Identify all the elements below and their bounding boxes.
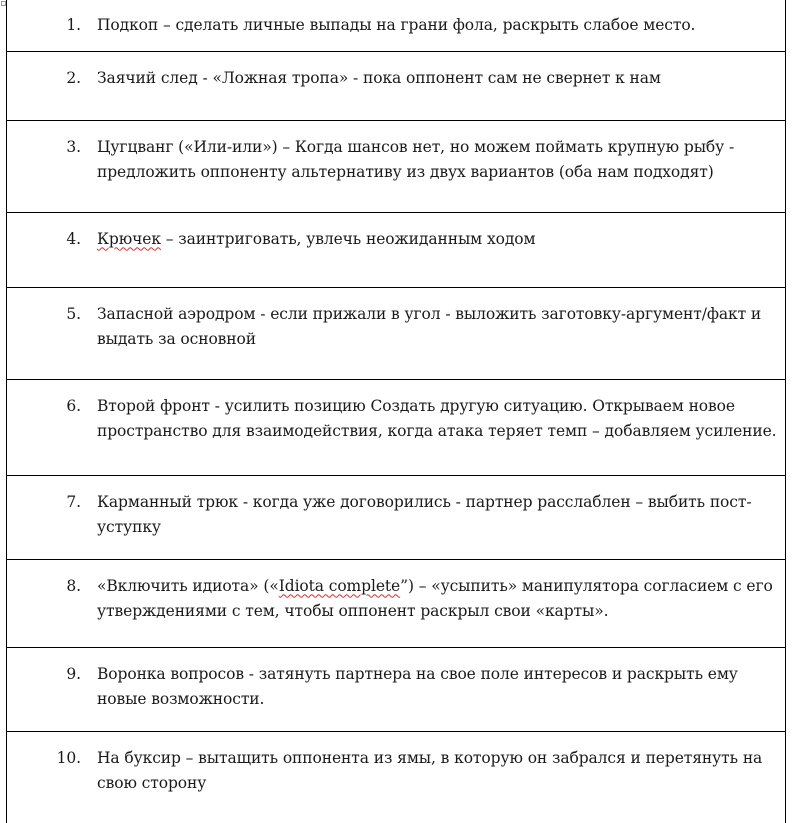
list-item-number: 6.: [66, 396, 81, 415]
text-run: – заинтриговать, увлечь неожиданным ходом: [160, 229, 536, 248]
spelling-error-text: Крючек: [97, 229, 161, 248]
text-run: Цугцванг («Или-или») – Когда шансов нет, но можем поймать крупную рыбу - предложить оппоненту альтернативу из двух вариантов (оба нам подходят): [97, 137, 735, 181]
list-item-number: 7.: [66, 492, 81, 511]
table-row: [7, 51, 786, 120]
list-item-text: [81, 227, 785, 252]
spelling-error-text: Idiota complete: [278, 576, 401, 595]
list-item-number: 10.: [56, 748, 81, 767]
list-item-text: [81, 135, 785, 185]
list-item-number: 5.: [66, 304, 81, 323]
table-cell[interactable]: [7, 212, 786, 287]
list-item-text: [81, 394, 785, 444]
list-item-number: 3.: [66, 137, 81, 156]
list-item-number: 9.: [66, 664, 81, 683]
table-row: [7, 287, 786, 379]
list-item-number: 2.: [66, 68, 81, 87]
table-row: [7, 120, 786, 212]
text-run: «Включить идиота» («: [97, 576, 279, 595]
table-cell[interactable]: [7, 731, 786, 823]
table-cell[interactable]: [7, 475, 786, 559]
list-item: [7, 288, 785, 352]
list-item: [7, 52, 785, 91]
list-item-text: [81, 746, 785, 796]
list-item-text: [81, 490, 785, 540]
table-cell[interactable]: [7, 379, 786, 475]
table-row: [7, 647, 786, 731]
table-cell[interactable]: [7, 120, 786, 212]
list-item-text: [81, 66, 785, 91]
table-cell[interactable]: [7, 287, 786, 379]
list-item-number: 8.: [66, 576, 81, 595]
text-run: Воронка вопросов - затянуть партнера на свое поле интересов и раскрыть ему новые возможности.: [97, 664, 738, 708]
text-run: Второй фронт - усилить позицию Создать другую ситуацию. Открываем новое пространство для взаимодействия, когда атака теряет темп – добавляем усиление.: [97, 396, 777, 440]
list-item-text: [81, 662, 785, 712]
list-item: [7, 380, 785, 444]
list-item: [7, 648, 785, 712]
text-run: ”) – «усыпить» манипулятора согласием с его утверждениями с тем, чтобы оппонент раскрыл свои «карты».: [97, 576, 773, 620]
list-item: [7, 732, 785, 796]
list-item: [7, 213, 785, 252]
table-row: [7, 559, 786, 647]
table-cell[interactable]: [7, 647, 786, 731]
list-item-text: [81, 302, 785, 352]
table-row: [7, 212, 786, 287]
table-cell[interactable]: [7, 0, 786, 51]
list-item: [7, 121, 785, 185]
table-row: [7, 475, 786, 559]
text-run: Запасной аэродром - если прижали в угол - выложить заготовку-аргумент/факт и выдать за основной: [97, 304, 762, 348]
list-item-text: [81, 574, 785, 624]
table-row: [7, 0, 786, 51]
techniques-table: [6, 0, 786, 823]
list-item-text: [81, 13, 785, 38]
list-item: [7, 476, 785, 540]
text-run: Подкоп – сделать личные выпады на грани фола, раскрыть слабое место.: [97, 16, 696, 34]
table-cell[interactable]: [7, 51, 786, 120]
text-run: Карманный трюк - когда уже договорились - партнер расслаблен – выбить пост-уступку: [97, 492, 752, 536]
table-row: [7, 731, 786, 823]
table-cell[interactable]: [7, 559, 786, 647]
list-item: [7, 560, 785, 624]
table-row: [7, 379, 786, 475]
list-item-number: 1.: [66, 16, 81, 34]
text-run: На буксир – вытащить оппонента из ямы, в которую он забрался и перетянуть на свою сторону: [97, 748, 763, 792]
text-run: Заячий след - «Ложная тропа» - пока оппонент сам не свернет к нам: [97, 68, 661, 87]
list-item: [7, 0, 785, 38]
list-item-number: 4.: [66, 229, 81, 248]
